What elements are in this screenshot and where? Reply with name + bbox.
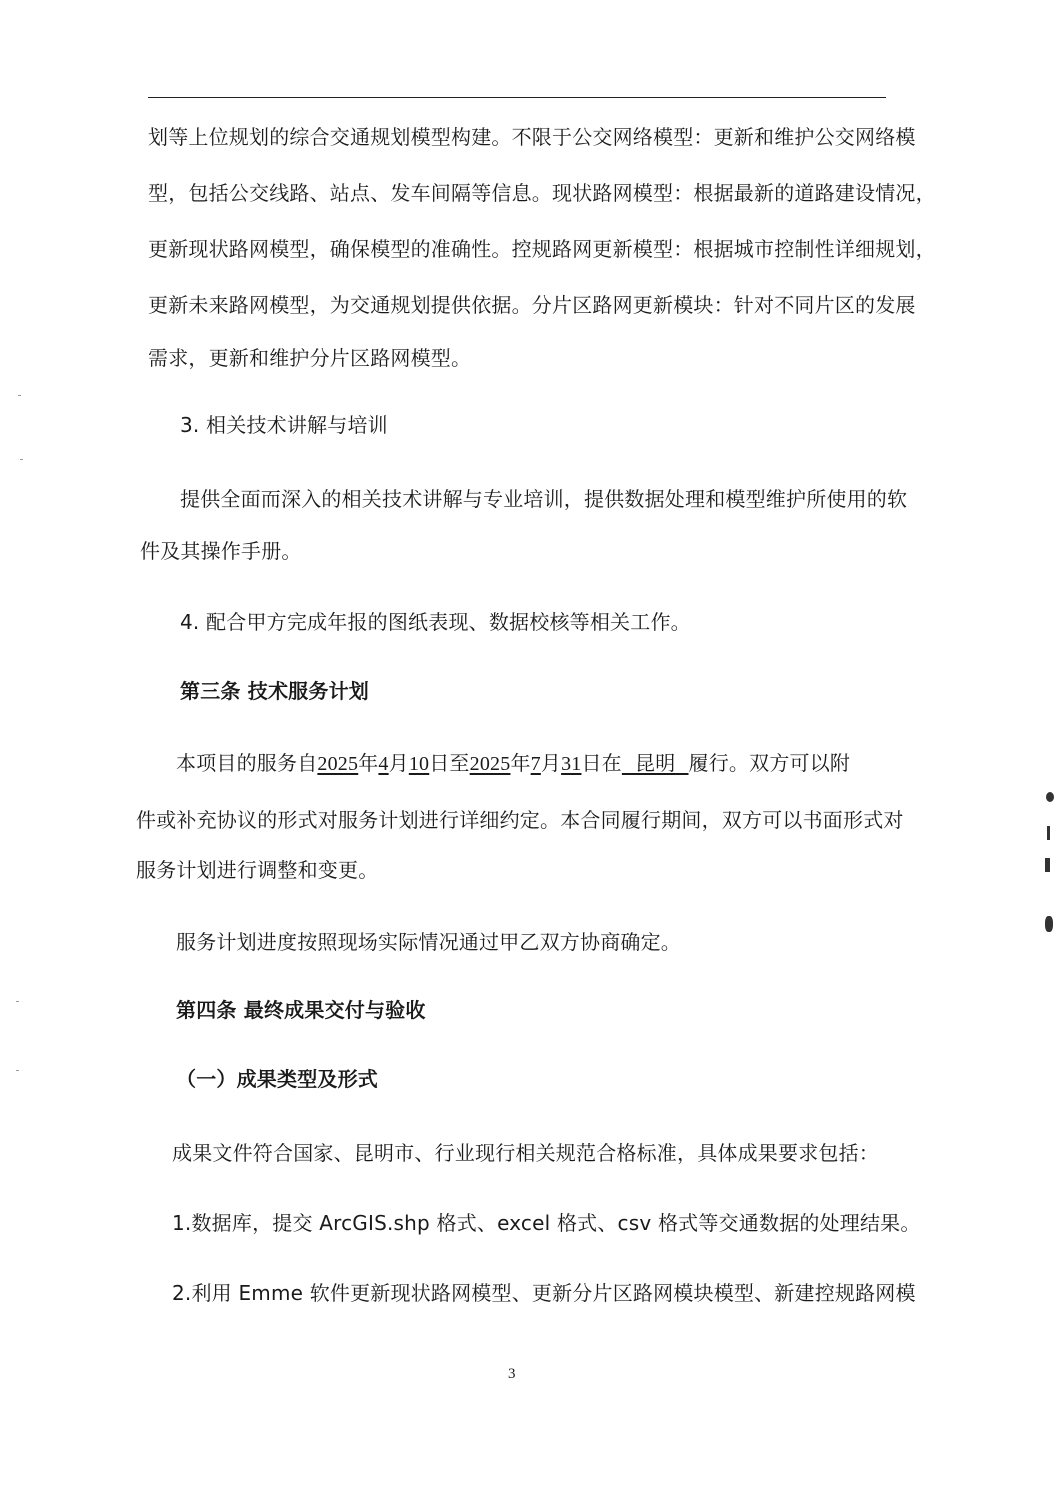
article3-heading: 第三条 技术服务计划	[180, 679, 369, 703]
header-rule	[148, 97, 886, 98]
paragraph-line: 型，包括公交线路、站点、发车间隔等信息。现状路网模型：根据最新的道路建设情况，	[148, 181, 936, 205]
deliverable-item-2: 2.利用 Emme 软件更新现状路网模型、更新分片区路网模块模型、新建控规路网模	[172, 1281, 916, 1305]
paragraph-line: 服务计划进度按照现场实际情况通过甲乙双方协商确定。	[176, 930, 681, 954]
paragraph-line: 件及其操作手册。	[140, 539, 302, 563]
paragraph-line: 更新现状路网模型，确保模型的准确性。控规路网更新模型：根据城市控制性详细规划，	[148, 237, 936, 261]
service-period-line	[176, 750, 850, 777]
paragraph-line: 划等上位规划的综合交通规划模型构建。不限于公交网络模型：更新和维护公交网络模	[148, 125, 916, 149]
scan-speck	[18, 395, 21, 396]
text-fragment: 月	[540, 751, 562, 775]
end-day: 31	[561, 753, 582, 775]
text-fragment: 日在	[581, 751, 622, 775]
text-fragment: 日至	[429, 751, 470, 775]
paragraph-line: 成果文件符合国家、昆明市、行业现行相关规范合格标准，具体成果要求包括：	[172, 1141, 879, 1165]
text-fragment: 履行。双方可以附	[688, 751, 851, 775]
scan-edge-mark	[1046, 792, 1054, 802]
text-fragment: 本项目的服务自	[176, 751, 318, 775]
article4-subheading: （一）成果类型及形式	[176, 1067, 378, 1091]
paragraph-line: 服务计划进行调整和变更。	[136, 858, 379, 882]
text-fragment: 月	[388, 751, 409, 775]
paragraph-line: 提供全面而深入的相关技术讲解与专业培训，提供数据处理和模型维护所使用的软	[180, 487, 908, 511]
scan-speck	[20, 459, 23, 460]
start-year: 2025	[317, 753, 359, 775]
paragraph-line: 更新未来路网模型，为交通规划提供依据。分片区路网更新模块：针对不同片区的发展	[148, 293, 916, 317]
article4-heading: 第四条 最终成果交付与验收	[176, 998, 426, 1022]
page-number: 3	[508, 1366, 516, 1382]
service-place: 昆明	[621, 751, 689, 775]
scan-speck	[16, 1001, 19, 1002]
text-fragment: 年	[510, 751, 531, 775]
scan-edge-mark	[1045, 916, 1053, 932]
scan-edge-mark	[1045, 858, 1050, 872]
item3-heading: 3. 相关技术讲解与培训	[180, 413, 388, 437]
start-day: 10	[408, 753, 430, 775]
paragraph-line: 需求，更新和维护分片区路网模型。	[148, 346, 472, 370]
deliverable-item-1: 1.数据库，提交 ArcGIS.shp 格式、excel 格式、csv 格式等交通数据的处理结果。	[172, 1211, 921, 1235]
start-month: 4	[378, 753, 389, 775]
end-month: 7	[530, 753, 541, 775]
text-fragment: 年	[358, 751, 379, 775]
paragraph-line: 件或补充协议的形式对服务计划进行详细约定。本合同履行期间，双方可以书面形式对	[136, 808, 904, 832]
scan-edge-mark	[1047, 826, 1050, 840]
item4-text: 4. 配合甲方完成年报的图纸表现、数据校核等相关工作。	[180, 610, 691, 634]
end-year: 2025	[469, 753, 511, 775]
scan-speck	[16, 1070, 19, 1071]
